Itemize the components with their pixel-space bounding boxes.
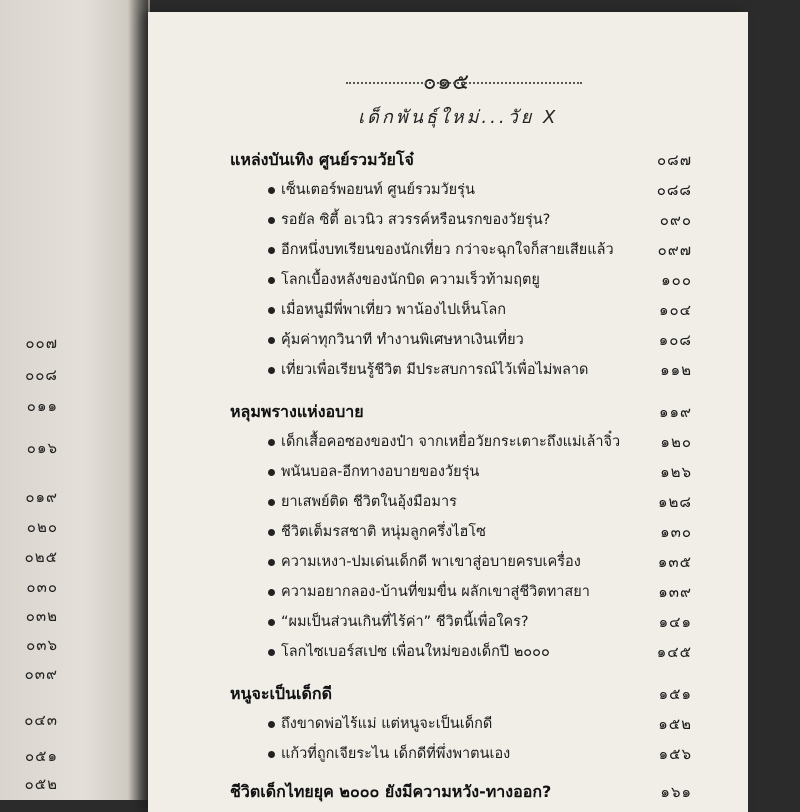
page-title: เด็กพันธุ์ใหม่...วัย X bbox=[358, 107, 559, 128]
toc-item-page: ๑๐๔ bbox=[658, 301, 692, 319]
toc-item-page: ๑๐๘ bbox=[658, 331, 692, 349]
section-page: ๐๘๗ bbox=[656, 151, 692, 169]
bullet-icon bbox=[268, 367, 275, 374]
bullet-icon bbox=[268, 529, 275, 536]
toc-item-page: ๑๓๐ bbox=[660, 523, 692, 541]
toc-item-page: ๑๔๕ bbox=[656, 643, 692, 661]
toc-item-page: ๑๓๕ bbox=[657, 553, 692, 571]
bullet-icon bbox=[268, 217, 275, 224]
toc-item-page: ๑๕๒ bbox=[658, 715, 692, 733]
bullet-icon bbox=[268, 499, 275, 506]
section-title: หนูจะเป็นเด็กดี bbox=[230, 684, 332, 703]
toc-item-page: ๑๕๖ bbox=[658, 745, 692, 763]
toc-item: เที่ยวเพื่อเรียนรู้ชีวิต มีประสบการณ์ไว้เพื่อไม่พลาด bbox=[268, 358, 588, 381]
left-page: ๐๐๗ ๐๐๘ ๐๑๑ ๐๑๖ ๐๑๙ ๐๒๐ ๐๒๕ ๐๓๐ ๐๓๒ ๐๓๖ ๐๓๙ ๐๔๓ ๐๕๑ ๐๕๒ bbox=[0, 0, 150, 800]
section-title: หลุมพรางแห่งอบาย bbox=[230, 402, 364, 421]
toc-item: ความอยากลอง-บ้านที่ขมขื่น ผลักเขาสู่ชีวิตทาสยา bbox=[268, 580, 590, 603]
toc-item-page: ๑๐๐ bbox=[661, 271, 692, 289]
bullet-icon bbox=[268, 247, 275, 254]
toc-item-page: ๑๓๙ bbox=[658, 583, 692, 601]
toc-item: โลกเบื้องหลังของนักบิด ความเร็วท้ามฤตยู bbox=[268, 268, 540, 291]
toc-item-page: ๐๙๐ bbox=[659, 211, 692, 229]
bullet-icon bbox=[268, 187, 275, 194]
book-gutter-shadow bbox=[128, 0, 148, 800]
toc-item: “ผมเป็นส่วนเกินที่ไร้ค่า” ชีวิตนี้เพื่อใคร? bbox=[268, 610, 529, 633]
section-page: ๑๖๑ bbox=[660, 783, 692, 801]
bullet-icon bbox=[268, 559, 275, 566]
bullet-icon bbox=[268, 721, 275, 728]
toc-item-page: ๑๒๖ bbox=[660, 463, 692, 481]
section-page: ๑๑๙ bbox=[658, 403, 692, 421]
toc-item: เด็กเสื้อคอซองของป๋า จากเหยื่อวัยกระเตาะถึงแม่เล้าจิ๋ว bbox=[268, 430, 620, 453]
bullet-icon bbox=[268, 649, 275, 656]
toc-item-page: ๐๘๘ bbox=[656, 181, 692, 199]
bullet-icon bbox=[268, 307, 275, 314]
bullet-icon bbox=[268, 337, 275, 344]
bullet-icon bbox=[268, 619, 275, 626]
bullet-icon bbox=[268, 439, 275, 446]
page-number: ๐๑๕ bbox=[423, 70, 471, 95]
toc-item: รอยัล ซิตี้ อเวนิว สวรรค์หรือนรกของวัยรุ่น? bbox=[268, 208, 550, 231]
toc-item: ยาเสพย์ติด ชีวิตในอุ้งมือมาร bbox=[268, 490, 457, 513]
section-title: แหล่งบันเทิง ศูนย์รวมวัยโจ๋ bbox=[230, 150, 414, 169]
toc-item-page: ๑๒๐ bbox=[660, 433, 692, 451]
section-title: ชีวิตเด็กไทยยุค ๒๐๐๐ ยังมีความหวัง-ทางออก? bbox=[230, 782, 552, 801]
bullet-icon bbox=[268, 277, 275, 284]
toc-item: ความเหงา-ปมเด่นเด็กดี พาเขาสู่อบายครบเครื่อง bbox=[268, 550, 581, 573]
toc-item: ถึงขาดพ่อไร้แม่ แต่หนูจะเป็นเด็กดี bbox=[268, 712, 492, 735]
toc-item: แก้วที่ถูกเจียระไน เด็กดีที่พึ่งพาตนเอง bbox=[268, 742, 510, 765]
toc-item-page: ๑๑๒ bbox=[660, 361, 692, 379]
toc-item: อีกหนึ่งบทเรียนของนักเที่ยว กว่าจะฉุกใจก็สายเสียแล้ว bbox=[268, 238, 614, 261]
toc-item-page: ๑๒๘ bbox=[658, 493, 692, 511]
toc-item: ชีวิตเต็มรสชาติ หนุ่มลูกครึ่งไฮโซ bbox=[268, 520, 486, 543]
toc-item-page: ๑๔๑ bbox=[658, 613, 692, 631]
bullet-icon bbox=[268, 589, 275, 596]
bullet-icon bbox=[268, 469, 275, 476]
right-page bbox=[148, 12, 748, 812]
toc-item: เซ็นเตอร์พอยนท์ ศูนย์รวมวัยรุ่น bbox=[268, 178, 475, 201]
toc-item: โลกไซเบอร์สเปซ เพื่อนใหม่ของเด็กปี ๒๐๐๐ bbox=[268, 640, 550, 663]
toc-item: พนันบอล-อีกทางอบายของวัยรุ่น bbox=[268, 460, 479, 483]
toc-item-page: ๐๙๗ bbox=[657, 241, 692, 259]
header-dotted-line bbox=[346, 82, 582, 84]
bullet-icon bbox=[268, 751, 275, 758]
section-page: ๑๕๑ bbox=[658, 685, 692, 703]
toc-item: เมื่อหนูมีพี่พาเที่ยว พาน้องไปเห็นโลก bbox=[268, 298, 506, 321]
toc-item: คุ้มค่าทุกวินาที ทำงานพิเศษหาเงินเที่ยว bbox=[268, 328, 524, 351]
